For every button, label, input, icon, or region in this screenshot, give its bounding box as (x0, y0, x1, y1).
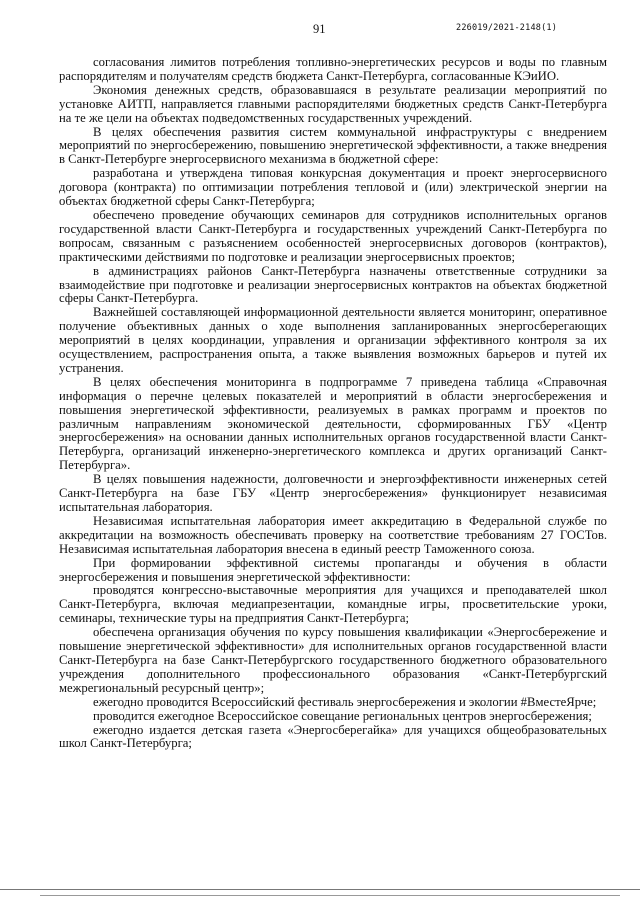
paragraph: обеспечено проведение обучающих семинаров для сотрудников исполнительных органов государственной власти Санкт-Петербурга и государственных учреждений Санкт-Петербурга по вопросам, связанным с разъяснением особенностей энергосервисных договоров (контрактов), практическими действиями по подготовке и реализации энергосервисных проектов; (59, 207, 607, 264)
scan-edge-line (40, 895, 620, 896)
document-body (59, 56, 607, 751)
paragraph: обеспечена организация обучения по курсу повышения квалификации «Энергосбережение и повышение энергетической эффективности» для исполнительных органов государственной власти Санкт-Петербурга на базе Санкт-Петербургского государственного бюджетного образовательного учреждения дополнительного профессионального образования «Санкт-Петербургский межрегиональный ресурсный центр»; (59, 625, 607, 695)
page-number: 91 (313, 22, 326, 36)
paragraph: проводится ежегодное Всероссийское совещание региональных центров энергосбережения; (93, 708, 592, 723)
paragraph: разработана и утверждена типовая конкурсная документация и проект энергосервисного договора (контракта) по оптимизации потребления тепловой и (или) электрической энергии на объектах бюджетной сферы Санкт-Петербурга; (59, 166, 607, 209)
paragraph: Независимая испытательная лаборатория имеет аккредитацию в Федеральной службе по аккредитации на возможность обеспечивать проверку на соответствие требованиям 27 ГОСТов. Независимая испытательная лаборатория внесена в единый реестр Таможенного союза. (59, 513, 607, 556)
scan-edge-line (0, 889, 640, 890)
paragraph: согласования лимитов потребления топливно-энергетических ресурсов и воды по главным распорядителям и получателям средств бюджета Санкт-Петербурга, согласованные КЭиИО. (59, 55, 607, 83)
paragraph: Экономия денежных средств, образовавшаяся в результате реализации мероприятий по установке АИТП, направляется главными распорядителями бюджетных средств Санкт-Петербурга на те же цели на объектах подведомственных государственных учреждений. (59, 82, 607, 125)
paragraph: проводятся конгрессно-выставочные мероприятия для учащихся и преподавателей школ Санкт-Петербурга, включая медиапрезентации, командные игры, просветительские уроки, семинары, технические туры на предприятия Санкт-Петербурга; (59, 583, 607, 626)
paragraph: ежегодно издается детская газета «Энергосберегайка» для учащихся общеобразовательных школ Санкт-Петербурга; (59, 722, 607, 751)
paragraph: Важнейшей составляющей информационной деятельности является мониторинг, оперативное получение объективных данных о ходе выполнения запланированных энергосберегающих мероприятий в целях координации, управления и организации эффективного контроля за их осуществлением, распространения опыта, а также выявления возможных барьеров и путей их устранения. (59, 305, 607, 375)
paragraph: В целях обеспечения мониторинга в подпрограмме 7 приведена таблица «Справочная информация о перечне целевых показателей и мероприятий в области энергосбережения и повышения энергетической эффективности, реализуемых в рамках программ и проектов по различным направлениям экономической деятельности, сформированных ГБУ «Центр энергосбережения» на основании данных исполнительных органов государственной власти Санкт-Петербурга, организаций инженерно-энергетического комплекса и других организаций Санкт-Петербурга». (59, 374, 607, 473)
paragraph: В целях повышения надежности, долговечности и энергоэффективности инженерных сетей Санкт-Петербурга на базе ГБУ «Центр энергосбережения» функционирует независимая испытательная лаборатория. (59, 472, 607, 514)
paragraph: ежегодно проводится Всероссийский фестиваль энергосбережения и экологии #ВместеЯрче; (93, 694, 597, 709)
paragraph: в администрациях районов Санкт-Петербурга назначены ответственные сотрудники за взаимодействие при подготовке и реализации энергосервисных контрактов на объектах бюджетной сферы Санкт-Петербурга. (59, 263, 607, 306)
paragraph: При формировании эффективной системы пропаганды и обучения в области энергосбережения и повышения энергетической эффективности: (59, 555, 607, 584)
document-id: 226019/2021-2148(1) (456, 23, 558, 33)
paragraph: В целях обеспечения развития систем коммунальной инфраструктуры с внедрением мероприятий по энергосбережению, повышению энергетической эффективности, а также внедрения в Санкт-Петербурге энергосервисного механизма в бюджетной сфере: (59, 124, 607, 167)
